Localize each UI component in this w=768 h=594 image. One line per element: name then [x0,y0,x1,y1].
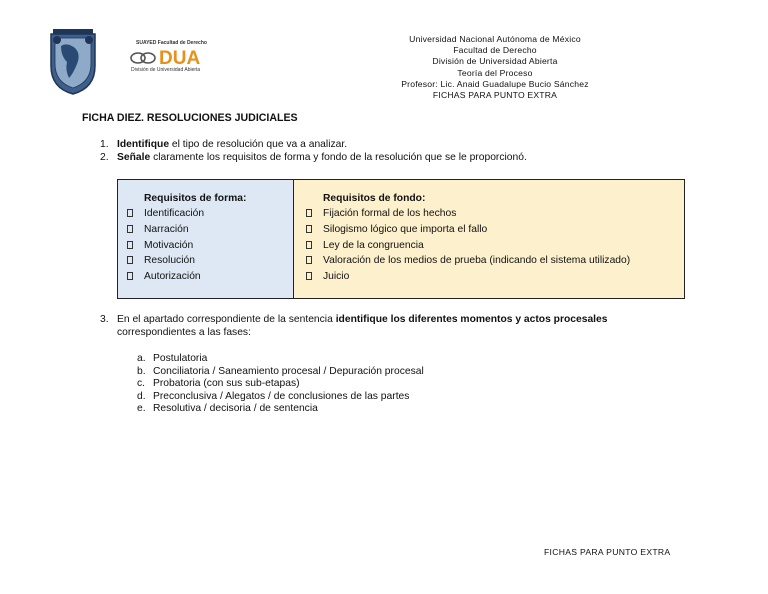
bullet-box-icon [127,256,133,264]
bullet-box-icon [306,241,312,249]
requisito-item: Motivación [127,238,293,254]
requisitos-forma-title: Requisitos de forma: [144,193,247,204]
instruction-number: 1. [100,139,109,150]
requisito-item: Ley de la congruencia [306,238,684,254]
dua-logo [128,38,238,78]
dua-brand-text: DUA [159,48,201,67]
bullet-box-icon [306,256,312,264]
header-line-fichas: FICHAS PARA PUNTO EXTRA [432,90,558,101]
requisito-item: Valoración de los medios de prueba (indicando el sistema utilizado) [306,253,684,269]
instruction-number: 2. [100,151,109,163]
instruction-number: 3. [100,314,109,325]
phase-item: d. Preconclusiva / Alegatos / de conclusiones de las partes [137,390,410,402]
header-line-faculty: Facultad de Derecho [453,45,537,56]
instruction-list [100,139,527,164]
phase-item: e. Resolutiva / decisoria / de sentencia [137,403,318,415]
bullet-box-icon [306,225,312,233]
requisito-item: Identificación [127,206,293,222]
dua-logo-mark [128,47,238,67]
bullet-box-icon [127,272,133,280]
requisito-item: Juicio [306,269,684,285]
requisito-item: Autorización [127,269,293,285]
document-header [350,34,640,101]
header-line-professor: Profesor: Lic. Anaid Guadalupe Bucio Sánchez [401,78,589,89]
phase-item: c. Probatoria (con sus sub-etapas) [137,378,300,390]
header-line-division: División de Universidad Abierta [432,56,558,67]
requisitos-fondo-title: Requisitos de fondo: [323,193,426,204]
instruction-verb: Señale [117,151,151,163]
instruction-item [100,139,527,152]
bullet-box-icon [127,241,133,249]
phases-list [137,353,424,416]
phase-item: a. Postulatoria [137,353,208,364]
requisito-item: Fijación formal de los hechos [306,206,684,222]
unam-seal-logo [47,26,99,96]
ficha-title: FICHA DIEZ. RESOLUCIONES JUDICIALES [82,112,298,124]
requisito-item: Resolución [127,253,293,269]
dua-logo-top-text: SUAYED Facultad de Derecho [136,40,207,46]
header-line-course: Teoría del Proceso [457,67,533,78]
instruction-item [100,152,527,165]
instruction-verb: Identifique [117,139,170,150]
page-footer: FICHAS PARA PUNTO EXTRA [544,547,671,557]
bullet-box-icon [306,209,312,217]
instruction-text: el tipo de resolución que va a analizar. [169,139,348,150]
requisitos-table [117,179,685,299]
requisito-item: Silogismo lógico que importa el fallo [306,222,684,238]
requisitos-forma-column [118,180,294,298]
header-line-university: Universidad Nacional Autónoma de México [409,34,581,44]
phase-item: b. Conciliatoria / Saneamiento procesal / Depuración procesal [137,365,424,377]
requisitos-fondo-column [294,180,684,298]
instruction-text: En el apartado correspondiente de la sentencia [117,314,336,325]
dua-logo-bottom-text: División de Universidad Abierta [131,67,201,73]
bullet-box-icon [127,225,133,233]
instruction-text: claramente los requisitos de forma y fondo de la resolución que se le proporcionó. [150,151,527,163]
requisito-item: Narración [127,222,293,238]
instruction-text-line2: correspondientes a las fases: [117,326,251,338]
instruction-item-3 [100,314,608,339]
bullet-box-icon [127,209,133,217]
instruction-bold-text: identifique los diferentes momentos y actos procesales [335,314,608,325]
bullet-box-icon [306,272,312,280]
